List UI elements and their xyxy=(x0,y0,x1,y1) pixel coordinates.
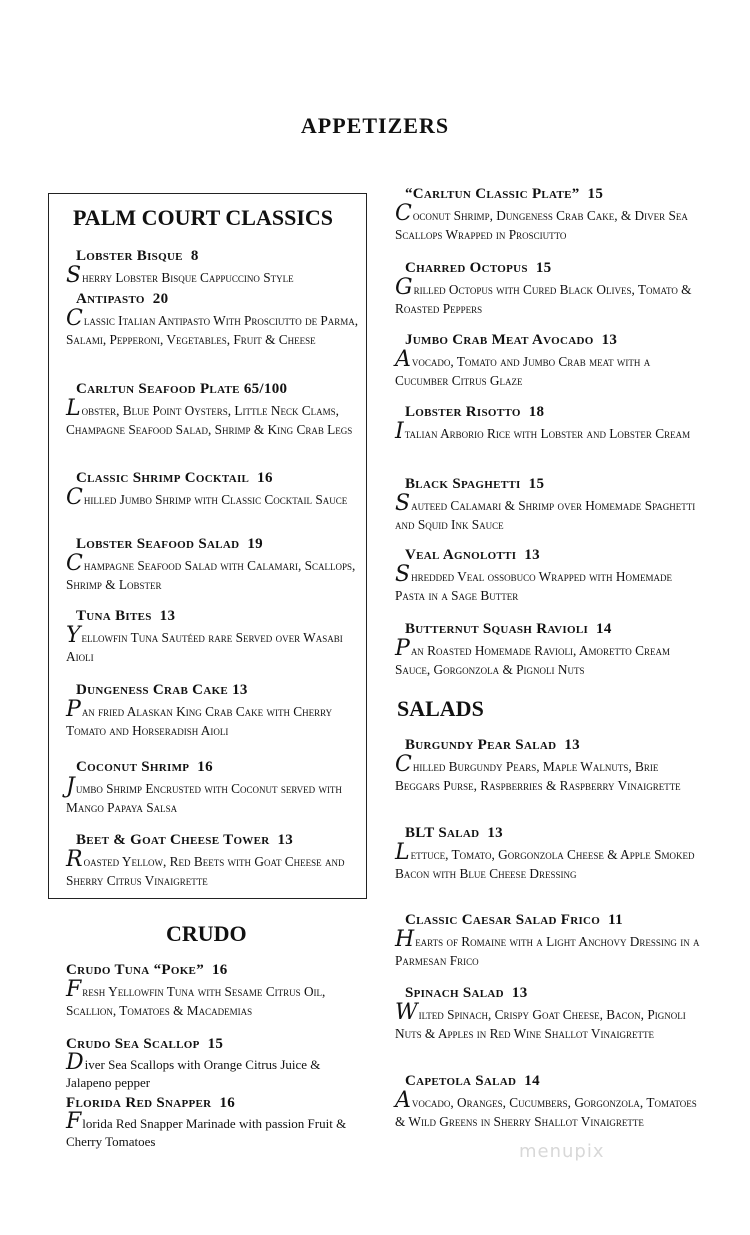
item-name: Black Spaghetti xyxy=(405,476,521,492)
salads-title: SALADS xyxy=(397,696,484,721)
menu-item xyxy=(395,621,700,679)
item-name: Crudo Tuna “Poke” xyxy=(66,962,204,978)
initial-letter: L xyxy=(395,840,410,865)
item-price: 15 xyxy=(587,186,604,202)
item-description: talian Arborio Rice with Lobster and Lobster Cream xyxy=(404,426,691,441)
initial-letter: G xyxy=(395,275,413,300)
initial-letter: A xyxy=(395,347,411,372)
item-price: 20 xyxy=(152,291,169,307)
item-name: Crudo Sea Scallop xyxy=(66,1036,200,1052)
menu-item xyxy=(395,332,700,390)
item-description: umbo Shrimp Encrusted with Coconut served with Mango Papaya Salsa xyxy=(66,781,342,815)
menu-item xyxy=(395,476,700,534)
item-description: auteed Calamari & Shrimp over Homemade Spaghetti and Squid Ink Sauce xyxy=(395,498,696,532)
item-description: an Roasted Homemade Ravioli, Amoretto Cream Sauce, Gorgonzola & Pignoli Nuts xyxy=(395,643,670,677)
item-name: Tuna Bites xyxy=(76,608,152,624)
item-description: oconut Shrimp, Dungeness Crab Cake, & Diver Sea Scallops Wrapped in Prosciutto xyxy=(395,208,688,242)
item-description: hilled Burgundy Pears, Maple Walnuts, Brie Beggars Purse, Raspberries & Raspberry Vinaigrette xyxy=(395,759,681,793)
initial-letter: P xyxy=(66,697,81,722)
initial-letter: S xyxy=(395,562,411,587)
menu-item xyxy=(66,381,361,439)
item-price: 11 xyxy=(608,912,623,928)
item-price: 13 xyxy=(511,985,528,1001)
item-name: Charred Octopus xyxy=(405,260,528,276)
initial-letter: I xyxy=(395,419,404,444)
menu-item xyxy=(395,404,700,443)
menu-item xyxy=(56,962,356,1020)
item-price: 8 xyxy=(190,248,199,264)
menu-item xyxy=(66,759,361,817)
item-description: oasted Yellow, Red Beets with Goat Cheese and Sherry Citrus Vinaigrette xyxy=(66,854,345,888)
item-name: Carltun Seafood Plate 65/100 xyxy=(76,381,288,397)
item-description: obster, Blue Point Oysters, Little Neck Clams, Champagne Seafood Salad, Shrimp & King Crab Legs xyxy=(66,403,353,437)
item-name: Spinach Salad xyxy=(405,985,504,1001)
initial-letter: A xyxy=(395,1088,411,1113)
item-description: earts of Romaine with a Light Anchovy Dressing in a Parmesan Frico xyxy=(395,934,700,968)
menu-item xyxy=(395,737,700,795)
page-title: APPETIZERS xyxy=(300,113,450,138)
palm-court-title: PALM COURT CLASSICS xyxy=(73,205,334,230)
initial-letter: C xyxy=(395,201,412,226)
crudo-title: CRUDO xyxy=(166,921,247,946)
item-description: ilted Spinach, Crispy Goat Cheese, Bacon, Pignoli Nuts & Apples in Red Wine Shallot Vinaigrette xyxy=(395,1007,686,1041)
item-description: vocado, Tomato and Jumbo Crab meat with a Cucumber Citrus Glaze xyxy=(395,354,651,388)
initial-letter: L xyxy=(66,396,81,421)
initial-letter: H xyxy=(395,927,415,952)
menu-item xyxy=(66,291,361,349)
menupix-watermark: menupix xyxy=(519,1141,605,1162)
item-price: 15 xyxy=(535,260,552,276)
item-name: Beet & Goat Cheese Tower xyxy=(76,832,270,848)
initial-letter: C xyxy=(66,485,83,510)
item-name: Lobster Risotto xyxy=(405,404,521,420)
menu-item xyxy=(66,682,361,740)
initial-letter: J xyxy=(66,774,75,799)
menu-item xyxy=(395,186,700,244)
item-name: Veal Agnolotti xyxy=(405,547,517,563)
item-price: 16 xyxy=(197,759,213,775)
menu-item xyxy=(395,825,700,883)
item-price: 13 xyxy=(277,832,294,848)
item-price: 19 xyxy=(247,536,263,552)
initial-letter: P xyxy=(395,636,410,661)
item-description: lorida Red Snapper Marinade with passion Fruit & Cherry Tomatoes xyxy=(66,1116,347,1149)
item-price: 16 xyxy=(257,470,273,486)
item-price: 14 xyxy=(596,621,612,637)
item-description: resh Yellowfin Tuna with Sesame Citrus Oil, Scallion, Tomatoes & Macademias xyxy=(66,984,326,1018)
initial-letter: C xyxy=(395,752,412,777)
item-name: Lobster Bisque xyxy=(76,248,183,264)
item-description: rilled Octopus with Cured Black Olives, Tomato & Roasted Peppers xyxy=(395,282,692,316)
menu-item xyxy=(395,1073,700,1131)
item-name: “Carltun Classic Plate” xyxy=(405,186,580,202)
item-description: herry Lobster Bisque Cappuccino Style xyxy=(82,270,294,285)
initial-letter: C xyxy=(66,306,83,331)
initial-letter: C xyxy=(66,551,83,576)
menu-item xyxy=(56,1095,361,1151)
item-description: lassic Italian Antipasto With Prosciutto de Parma, Salami, Pepperoni, Vegetables, Fruit & Cheese xyxy=(66,313,359,347)
item-name: Classic Shrimp Cocktail xyxy=(76,470,250,486)
initial-letter: D xyxy=(66,1050,84,1075)
item-price: 13 xyxy=(601,332,618,348)
initial-letter: R xyxy=(66,847,83,872)
item-description: hredded Veal ossobuco Wrapped with Homemade Pasta in a Sage Butter xyxy=(395,569,672,603)
item-name: Coconut Shrimp xyxy=(76,759,190,775)
item-description: ellowfin Tuna Sautéed rare Served over Wasabi Aioli xyxy=(66,630,343,664)
item-name: Dungeness Crab Cake 13 xyxy=(76,682,248,698)
initial-letter: F xyxy=(66,977,82,1002)
initial-letter: F xyxy=(66,1109,82,1134)
item-description: hampagne Seafood Salad with Calamari, Scallops, Shrimp & Lobster xyxy=(66,558,356,592)
item-name: Florida Red Snapper xyxy=(66,1095,212,1111)
initial-letter: W xyxy=(395,1000,418,1025)
item-name: Classic Caesar Salad Frico xyxy=(405,912,601,928)
item-name: BLT Salad xyxy=(405,825,480,841)
item-description: ettuce, Tomato, Gorgonzola Cheese & Apple Smoked Bacon with Blue Cheese Dressing xyxy=(395,847,695,881)
item-description: an fried Alaskan King Crab Cake with Cherry Tomato and Horseradish Aioli xyxy=(66,704,333,738)
menu-item xyxy=(395,912,700,970)
item-name: Capetola Salad xyxy=(405,1073,517,1089)
initial-letter: S xyxy=(66,263,82,288)
item-name: Lobster Seafood Salad xyxy=(76,536,240,552)
item-price: 15 xyxy=(207,1036,224,1052)
item-price: 18 xyxy=(528,404,545,420)
item-description: vocado, Oranges, Cucumbers, Gorgonzola, Tomatoes & Wild Greens in Sherry Shallot Vinaigrette xyxy=(395,1095,697,1129)
item-price: 13 xyxy=(524,547,540,563)
item-price: 16 xyxy=(219,1095,236,1111)
menu-item xyxy=(66,608,361,666)
menu-item xyxy=(395,547,700,605)
item-name: Jumbo Crab Meat Avocado xyxy=(405,332,594,348)
item-price: 13 xyxy=(487,825,503,841)
menu-item xyxy=(66,470,361,509)
item-price: 13 xyxy=(159,608,176,624)
item-description: hilled Jumbo Shrimp with Classic Cocktail Sauce xyxy=(83,492,348,507)
item-price: 16 xyxy=(212,962,228,978)
menu-item xyxy=(66,832,361,890)
item-price: 14 xyxy=(524,1073,540,1089)
menu-item xyxy=(395,260,700,318)
item-name: Burgundy Pear Salad xyxy=(405,737,557,753)
initial-letter: Y xyxy=(66,623,81,648)
item-description: iver Sea Scallops with Orange Citrus Juice & Jalapeno pepper xyxy=(66,1057,321,1090)
menu-item xyxy=(395,985,700,1043)
initial-letter: S xyxy=(395,491,411,516)
menu-item xyxy=(66,248,361,287)
item-name: Butternut Squash Ravioli xyxy=(405,621,589,637)
item-price: 13 xyxy=(564,737,580,753)
menu-item xyxy=(56,1036,361,1092)
menu-item xyxy=(66,536,361,594)
item-price: 15 xyxy=(528,476,545,492)
item-name: Antipasto xyxy=(76,291,145,307)
